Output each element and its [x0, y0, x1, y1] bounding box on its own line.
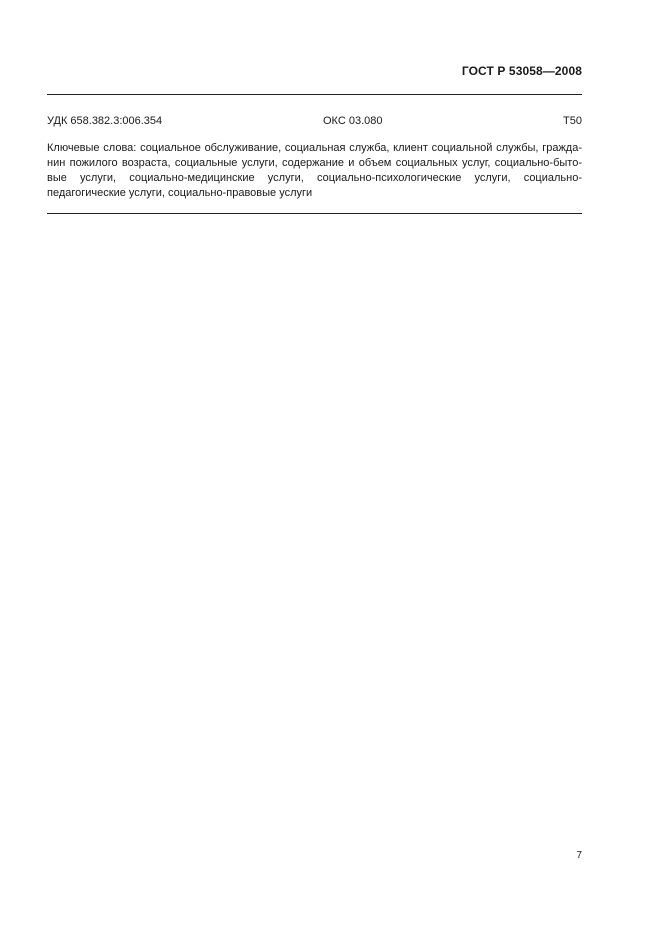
keywords-line: Ключевые слова: социальное обслуживание, социальная служба, клиент социальной службы, гражда-: [47, 142, 582, 154]
keywords-paragraph: [47, 141, 582, 201]
page-number: 7: [576, 850, 582, 861]
group-code: Т50: [563, 115, 582, 127]
bottom-divider: [47, 213, 582, 214]
udc-code: УДК 658.382.3:006.354: [47, 115, 163, 127]
document-code: ГОСТ Р 53058—2008: [461, 64, 582, 78]
keywords-line: вые услуги, социально-медицинские услуги, социально-психологические услуги, социально-: [47, 172, 582, 184]
keywords-line: педагогические услуги, социально-правовые услуги: [47, 187, 313, 199]
keywords-line: нин пожилого возраста, социальные услуги, содержание и объем социальных услуг, социально-быто-: [47, 157, 582, 169]
top-divider: [47, 94, 582, 95]
classification-row: [47, 115, 582, 129]
oks-code: ОКС 03.080: [323, 115, 383, 127]
